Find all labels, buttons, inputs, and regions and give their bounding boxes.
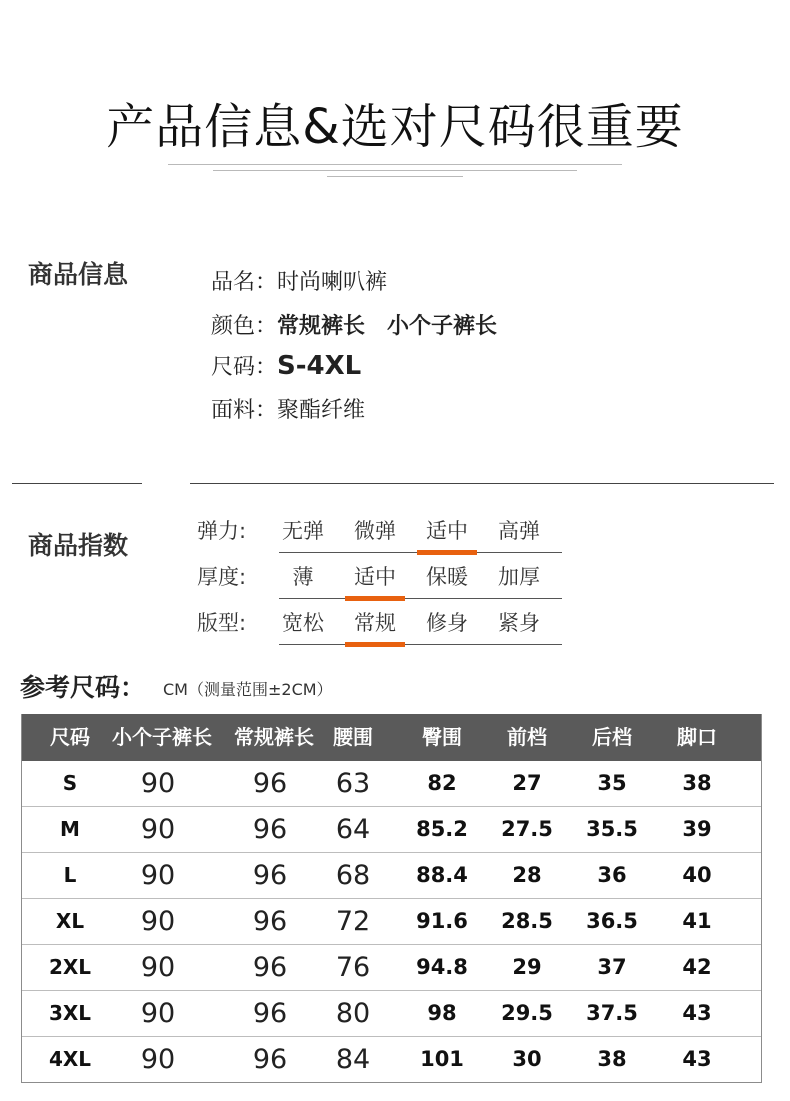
index-key: 版型: [197,611,247,635]
table-cell: 84 [335,1044,371,1075]
color-value-petite: 小个子裤长 [387,314,498,339]
index-row-line [279,644,562,645]
index-key: 厚度: [197,565,247,589]
fabric-value: 聚酯纤维 [277,398,366,423]
table-cell: 63 [335,768,371,799]
table-cell: 68 [335,860,371,891]
index-key: 弹力: [197,519,247,543]
fine-print-line [168,164,622,167]
size-table-body [22,761,761,1082]
table-cell: XL [55,909,85,933]
reference-size-title: 参考尺码： [20,673,146,702]
index-row-thickness [197,553,562,599]
table-cell: 3XL [48,1001,92,1025]
header-cell-leg-opening: 脚口 [677,725,717,749]
table-cell: 29.5 [501,1001,553,1025]
table-cell: 90 [140,814,176,845]
index-selected-marker [345,642,405,647]
fabric-key: 面料： [211,398,278,423]
index-option: 保暖 [426,565,468,589]
index-option: 加厚 [498,565,540,589]
table-row [22,1036,761,1082]
table-cell: 38 [597,1047,627,1071]
index-option: 紧身 [498,611,540,635]
index-option: 常规 [354,611,396,635]
fine-print-line [168,170,622,173]
header-cell-regular-length: 常规裤长 [234,725,314,749]
header-cell-size: 尺码 [50,725,90,749]
table-cell: 96 [252,998,288,1029]
info-row-name [211,265,387,296]
index-option: 修身 [426,611,468,635]
reference-size-note: CM（测量范围±2CM） [163,680,333,699]
table-cell: 2XL [48,955,92,979]
index-option: 宽松 [282,611,324,635]
table-cell: 29 [512,955,542,979]
table-cell: 42 [682,955,712,979]
table-cell: 37 [597,955,627,979]
table-cell: 91.6 [416,909,468,933]
table-cell: M [60,817,80,841]
table-cell: 90 [140,952,176,983]
page-title: 产品信息&选对尺码很重要 [106,99,684,155]
header-cell-hip: 臀围 [422,725,462,749]
divider-left [12,483,142,484]
table-cell: 39 [682,817,712,841]
table-cell: 28.5 [501,909,553,933]
table-row [22,898,761,944]
header-cell-waist: 腰围 [333,725,373,749]
size-value: S-4XL [277,351,362,381]
table-cell: 96 [252,906,288,937]
table-cell: 41 [682,909,712,933]
table-cell: S [62,771,78,795]
index-option: 高弹 [498,519,540,543]
table-cell: 96 [252,860,288,891]
info-row-fabric [211,393,365,424]
product-index-label: 商品指数 [28,531,129,560]
table-cell: 43 [682,1047,712,1071]
table-row [22,944,761,990]
table-cell: 37.5 [586,1001,638,1025]
table-cell: 96 [252,814,288,845]
table-cell: 90 [140,998,176,1029]
index-option: 适中 [354,565,396,589]
table-cell: 90 [140,768,176,799]
table-cell: 94.8 [416,955,468,979]
table-cell: 40 [682,863,712,887]
header-cell-front-rise: 前档 [507,725,547,749]
table-cell: 101 [420,1047,464,1071]
table-cell: 38 [682,771,712,795]
table-cell: 28 [512,863,542,887]
color-value-regular: 常规裤长 [277,314,366,339]
table-row [22,990,761,1036]
size-table-header [22,714,761,761]
info-row-size [211,350,361,381]
table-cell: 27.5 [501,817,553,841]
product-info-label: 商品信息 [28,260,129,289]
table-cell: 98 [427,1001,457,1025]
table-cell: 4XL [48,1047,92,1071]
index-row-fit [197,599,562,645]
table-row [22,761,761,806]
table-cell: 96 [252,952,288,983]
index-option: 无弹 [282,519,324,543]
table-cell: 43 [682,1001,712,1025]
table-cell: 72 [335,906,371,937]
table-cell: 82 [427,771,457,795]
table-cell: L [63,863,77,887]
table-cell: 80 [335,998,371,1029]
color-key: 颜色： [211,314,278,339]
table-cell: 36 [597,863,627,887]
table-cell: 96 [252,1044,288,1075]
table-cell: 85.2 [416,817,468,841]
table-row [22,852,761,898]
header-cell-back-rise: 后档 [592,725,632,749]
table-cell: 96 [252,768,288,799]
index-row-elasticity [197,507,562,553]
info-row-color [211,309,497,340]
header-cell-petite-length: 小个子裤长 [112,725,212,749]
table-cell: 35 [597,771,627,795]
table-cell: 76 [335,952,371,983]
size-table [21,714,762,1083]
name-value: 时尚喇叭裤 [277,270,388,295]
size-key: 尺码： [211,355,278,380]
index-option: 薄 [292,565,314,589]
table-cell: 27 [512,771,542,795]
table-cell: 64 [335,814,371,845]
index-option: 微弹 [354,519,396,543]
name-key: 品名： [211,270,278,295]
table-cell: 30 [512,1047,542,1071]
table-cell: 90 [140,906,176,937]
table-cell: 36.5 [586,909,638,933]
divider-right [190,483,774,484]
table-row [22,806,761,852]
fine-print-line [168,176,622,179]
table-cell: 90 [140,860,176,891]
table-cell: 35.5 [586,817,638,841]
index-option: 适中 [426,519,468,543]
table-cell: 88.4 [416,863,468,887]
table-cell: 90 [140,1044,176,1075]
